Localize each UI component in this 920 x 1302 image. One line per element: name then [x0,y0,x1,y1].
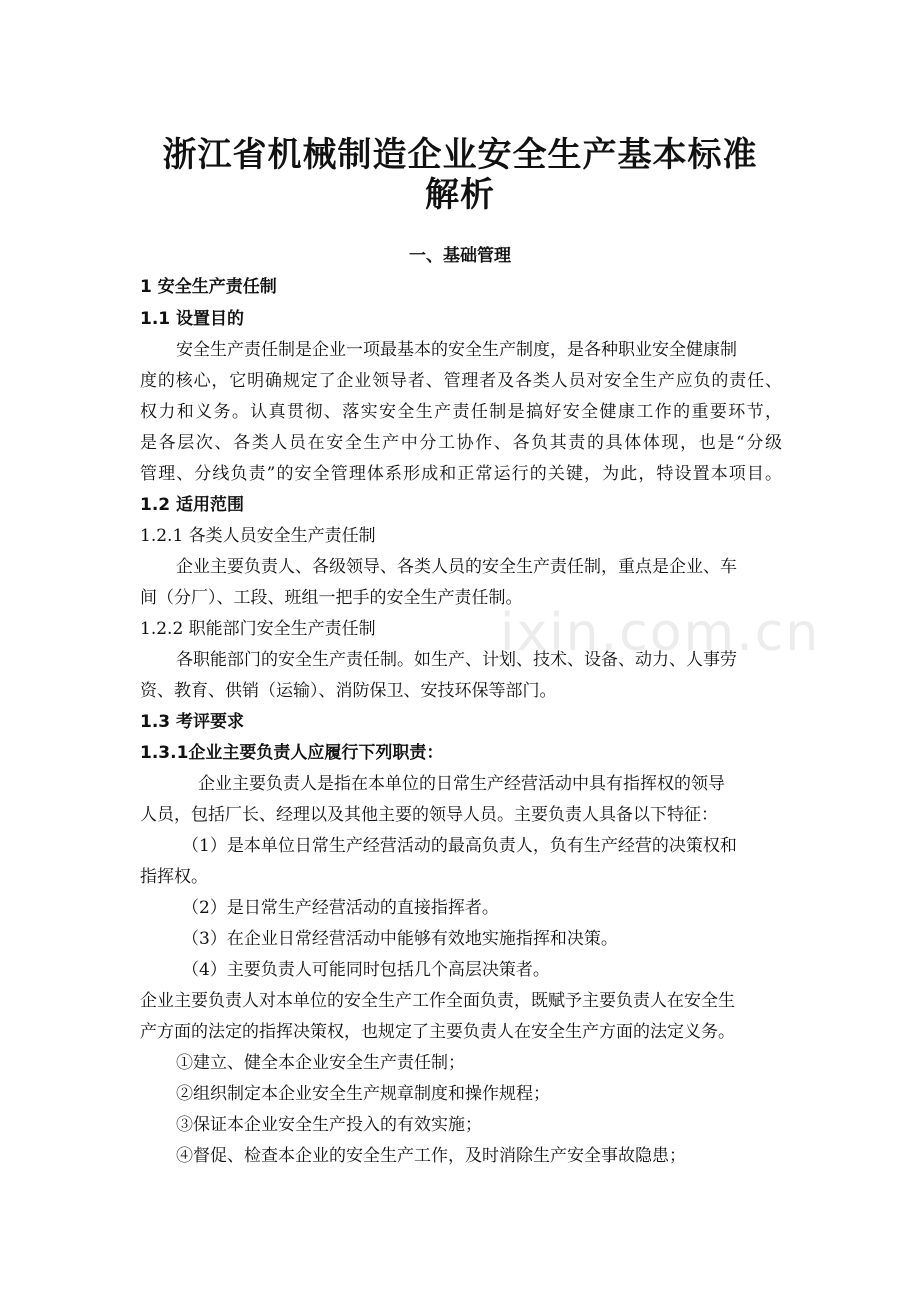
paragraph-line: 管理、分线负责”的安全管理体系形成和正常运行的关键，为此，特设置本项目。 [140,464,782,484]
document-title-line1: 浙江省机械制造企业安全生产基本标准 [162,135,758,175]
watermark: ixin.com.cn [500,603,821,663]
list-item: （4）主要负责人可能同时包括几个高层决策者。 [182,960,550,980]
paragraph-line: 度的核心，它明确规定了企业领导者、管理者及各类人员对安全生产应负的责任、 [140,371,782,391]
list-item: ③保证本企业安全生产投入的有效实施； [176,1115,482,1135]
heading-1-2: 1.2 适用范围 [140,495,245,515]
list-item: ①建立、健全本企业安全生产责任制； [176,1053,465,1073]
heading-1-3-1: 1.3.1企业主要负责人应履行下列职责： [140,743,444,763]
heading-1-1: 1.1 设置目的 [140,309,245,329]
subheading-1-2-2: 1.2.2 职能部门安全生产责任制 [140,619,376,639]
paragraph-line: 间（分厂）、工段、班组一把手的安全生产责任制。 [140,588,523,608]
list-item: （1）是本单位日常生产经营活动的最高负责人，负有生产经营的决策权和 [182,836,737,856]
paragraph-line: 权力和义务。认真贯彻、落实安全生产责任制是搞好安全健康工作的重要环节， [140,402,782,422]
heading-1-3: 1.3 考评要求 [140,712,245,732]
list-item: ②组织制定本企业安全生产规章制度和操作规程； [176,1084,550,1104]
paragraph-line: 企业主要负责人、各级领导、各类人员的安全生产责任制，重点是企业、车 [176,557,737,577]
paragraph-line: 产方面的法定的指挥决策权，也规定了主要负责人在安全生产方面的法定义务。 [140,1022,735,1042]
paragraph-line: 安全生产责任制是企业一项最基本的安全生产制度，是各种职业安全健康制 [176,340,737,360]
section-heading: 一、基础管理 [409,246,511,266]
paragraph-line: 各职能部门的安全生产责任制。如生产、计划、技术、设备、动力、人事劳 [176,650,737,670]
paragraph-line: 资、教育、供销（运输）、消防保卫、安技环保等部门。 [140,681,557,701]
paragraph-line: 企业主要负责人对本单位的安全生产工作全面负责，既赋予主要负责人在安全生 [140,991,735,1011]
heading-1: 1 安全生产责任制 [140,277,277,297]
subheading-1-2-1: 1.2.1 各类人员安全生产责任制 [140,526,376,546]
document-title-line2: 解析 [425,175,495,215]
paragraph-line: 指挥权。 [140,867,208,887]
list-item: （2）是日常生产经营活动的直接指挥者。 [182,898,499,918]
paragraph-line: 是各层次、各类人员在安全生产中分工协作、各负其责的具体体现，也是“分级 [140,433,782,453]
paragraph-line: 企业主要负责人是指在本单位的日常生产经营活动中具有指挥权的领导 [198,774,725,794]
list-item: （3）在企业日常经营活动中能够有效地实施指挥和决策。 [182,929,618,949]
paragraph-line: 人员，包括厂长、经理以及其他主要的领导人员。主要负责人具备以下特征： [140,805,718,825]
list-item: ④督促、检查本企业的安全生产工作，及时消除生产安全事故隐患； [176,1146,686,1166]
